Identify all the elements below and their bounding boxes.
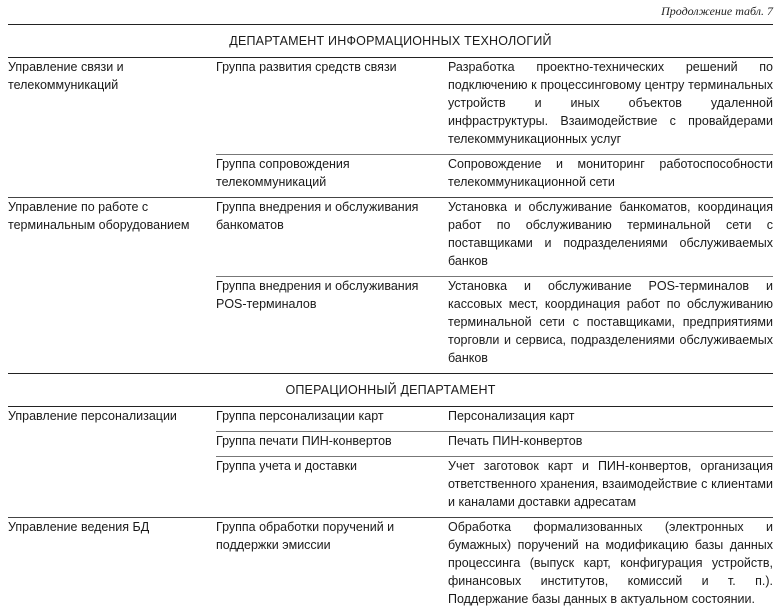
org-structure-table [8,24,773,614]
group-function: Персонализация карт [448,407,773,432]
group-name: Группа внедрения и обслуживания банкоматов [216,198,448,277]
group-name: Группа обработки поручений и поддержки эмиссии [216,518,448,614]
group-function: Учет заготовок карт и ПИН-конвертов, организация ответственного хранения, взаимодействие с клиентами и каналами доставки адресатам [448,457,773,518]
department-name: Управление персонализации [8,407,216,518]
table-row [8,198,773,277]
table-row [8,407,773,432]
department-name: Управление ведения БД [8,518,216,614]
table-row [8,518,773,614]
department-name: Управление связи и телекоммуникаций [8,58,216,198]
group-function: Разработка проектно-технических решений по подключению к процессинговому центру терминальных устройств и иных объектов удаленной инфраструктуры. Взаимодействие с провайдерами телекоммуникационных услуг [448,58,773,155]
group-name: Группа внедрения и обслуживания POS-терминалов [216,277,448,374]
group-function: Установка и обслуживание POS-терминалов и кассовых мест, координация работ по обслуживанию терминальной сети с поставщиками, предприятиями торговли и сервиса, подразделениями обслуживаемых банков [448,277,773,374]
group-name: Группа учета и доставки [216,457,448,518]
section-header [8,374,773,407]
group-name: Группа развития средств связи [216,58,448,155]
group-name: Группа персонализации карт [216,407,448,432]
section-header [8,25,773,58]
group-function: Печать ПИН-конвертов [448,432,773,457]
table-caption: Продолжение табл. 7 [661,4,773,19]
section-title: ДЕПАРТАМЕНТ ИНФОРМАЦИОННЫХ ТЕХНОЛОГИЙ [8,25,773,58]
group-function: Сопровождение и мониторинг работоспособности телекоммуникационной сети [448,155,773,198]
group-name: Группа сопровождения телекоммуникаций [216,155,448,198]
group-name: Группа печати ПИН-конвертов [216,432,448,457]
section-title: ОПЕРАЦИОННЫЙ ДЕПАРТАМЕНТ [8,374,773,407]
group-function: Установка и обслуживание банкоматов, координация работ по обслуживанию терминальной сети с поставщиками и подразделениями обслуживаемых банков [448,198,773,277]
table-row [8,58,773,155]
department-name: Управление по работе с терминальным оборудованием [8,198,216,374]
group-function: Обработка формализованных (электронных и бумажных) поручений на модификацию базы данных процессинга (выпуск карт, конфигурация устройств, финансовых институтов, комиссий и т. п.). Поддержание базы данных в актуальном состоянии. [448,518,773,614]
